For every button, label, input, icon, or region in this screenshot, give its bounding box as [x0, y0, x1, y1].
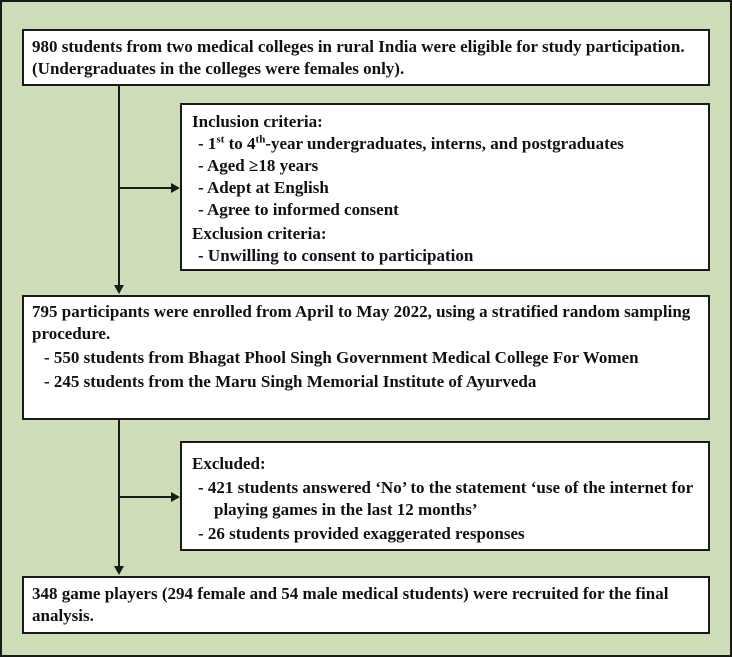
exclusion-item-1: - Unwilling to consent to participation [198, 246, 474, 265]
inclusion-heading: Inclusion criteria: [192, 112, 323, 131]
enrolled-item-2: - 245 students from the Maru Singh Memorial Institute of Ayurveda [44, 372, 537, 391]
enrolled-text: 795 participants were enrolled from April to May 2022, using a stratified random sampling procedure. [32, 302, 691, 343]
arrow-down-1-line [118, 86, 120, 286]
inclusion-item-3: - Adept at English [198, 178, 329, 197]
criteria-box [180, 103, 710, 271]
inclusion-item-1: - 1st to 4th-year undergraduates, interns, and postgraduates [198, 133, 624, 153]
excluded-item-2: - 26 students provided exaggerated responses [198, 524, 525, 543]
final-box [22, 576, 710, 634]
arrow-right-1-line [119, 187, 172, 189]
exclusion-heading: Exclusion criteria: [192, 224, 327, 243]
arrow-down-1-head [114, 285, 124, 294]
excluded-heading: Excluded: [192, 454, 266, 473]
excluded-item-1: - 421 students answered ‘No’ to the statement ‘use of the internet for playing games in the last 12 months’ [198, 478, 693, 519]
arrow-right-2-head [171, 492, 180, 502]
arrow-down-2-head [114, 566, 124, 575]
final-text: 348 game players (294 female and 54 male medical students) were recruited for the final analysis. [32, 584, 669, 625]
arrow-down-2-line [118, 420, 120, 566]
excluded-box [180, 441, 710, 551]
arrow-right-1-head [171, 183, 180, 193]
eligible-text: 980 students from two medical colleges in rural India were eligible for study participation. (Undergraduates in the colleges were females only). [32, 37, 685, 78]
inclusion-item-4: - Agree to informed consent [198, 200, 399, 219]
enrolled-item-1: - 550 students from Bhagat Phool Singh Government Medical College For Women [44, 348, 639, 367]
arrow-right-2-line [119, 496, 172, 498]
enrolled-box [22, 295, 710, 420]
eligible-box [22, 29, 710, 86]
inclusion-item-2: - Aged ≥18 years [198, 156, 319, 175]
